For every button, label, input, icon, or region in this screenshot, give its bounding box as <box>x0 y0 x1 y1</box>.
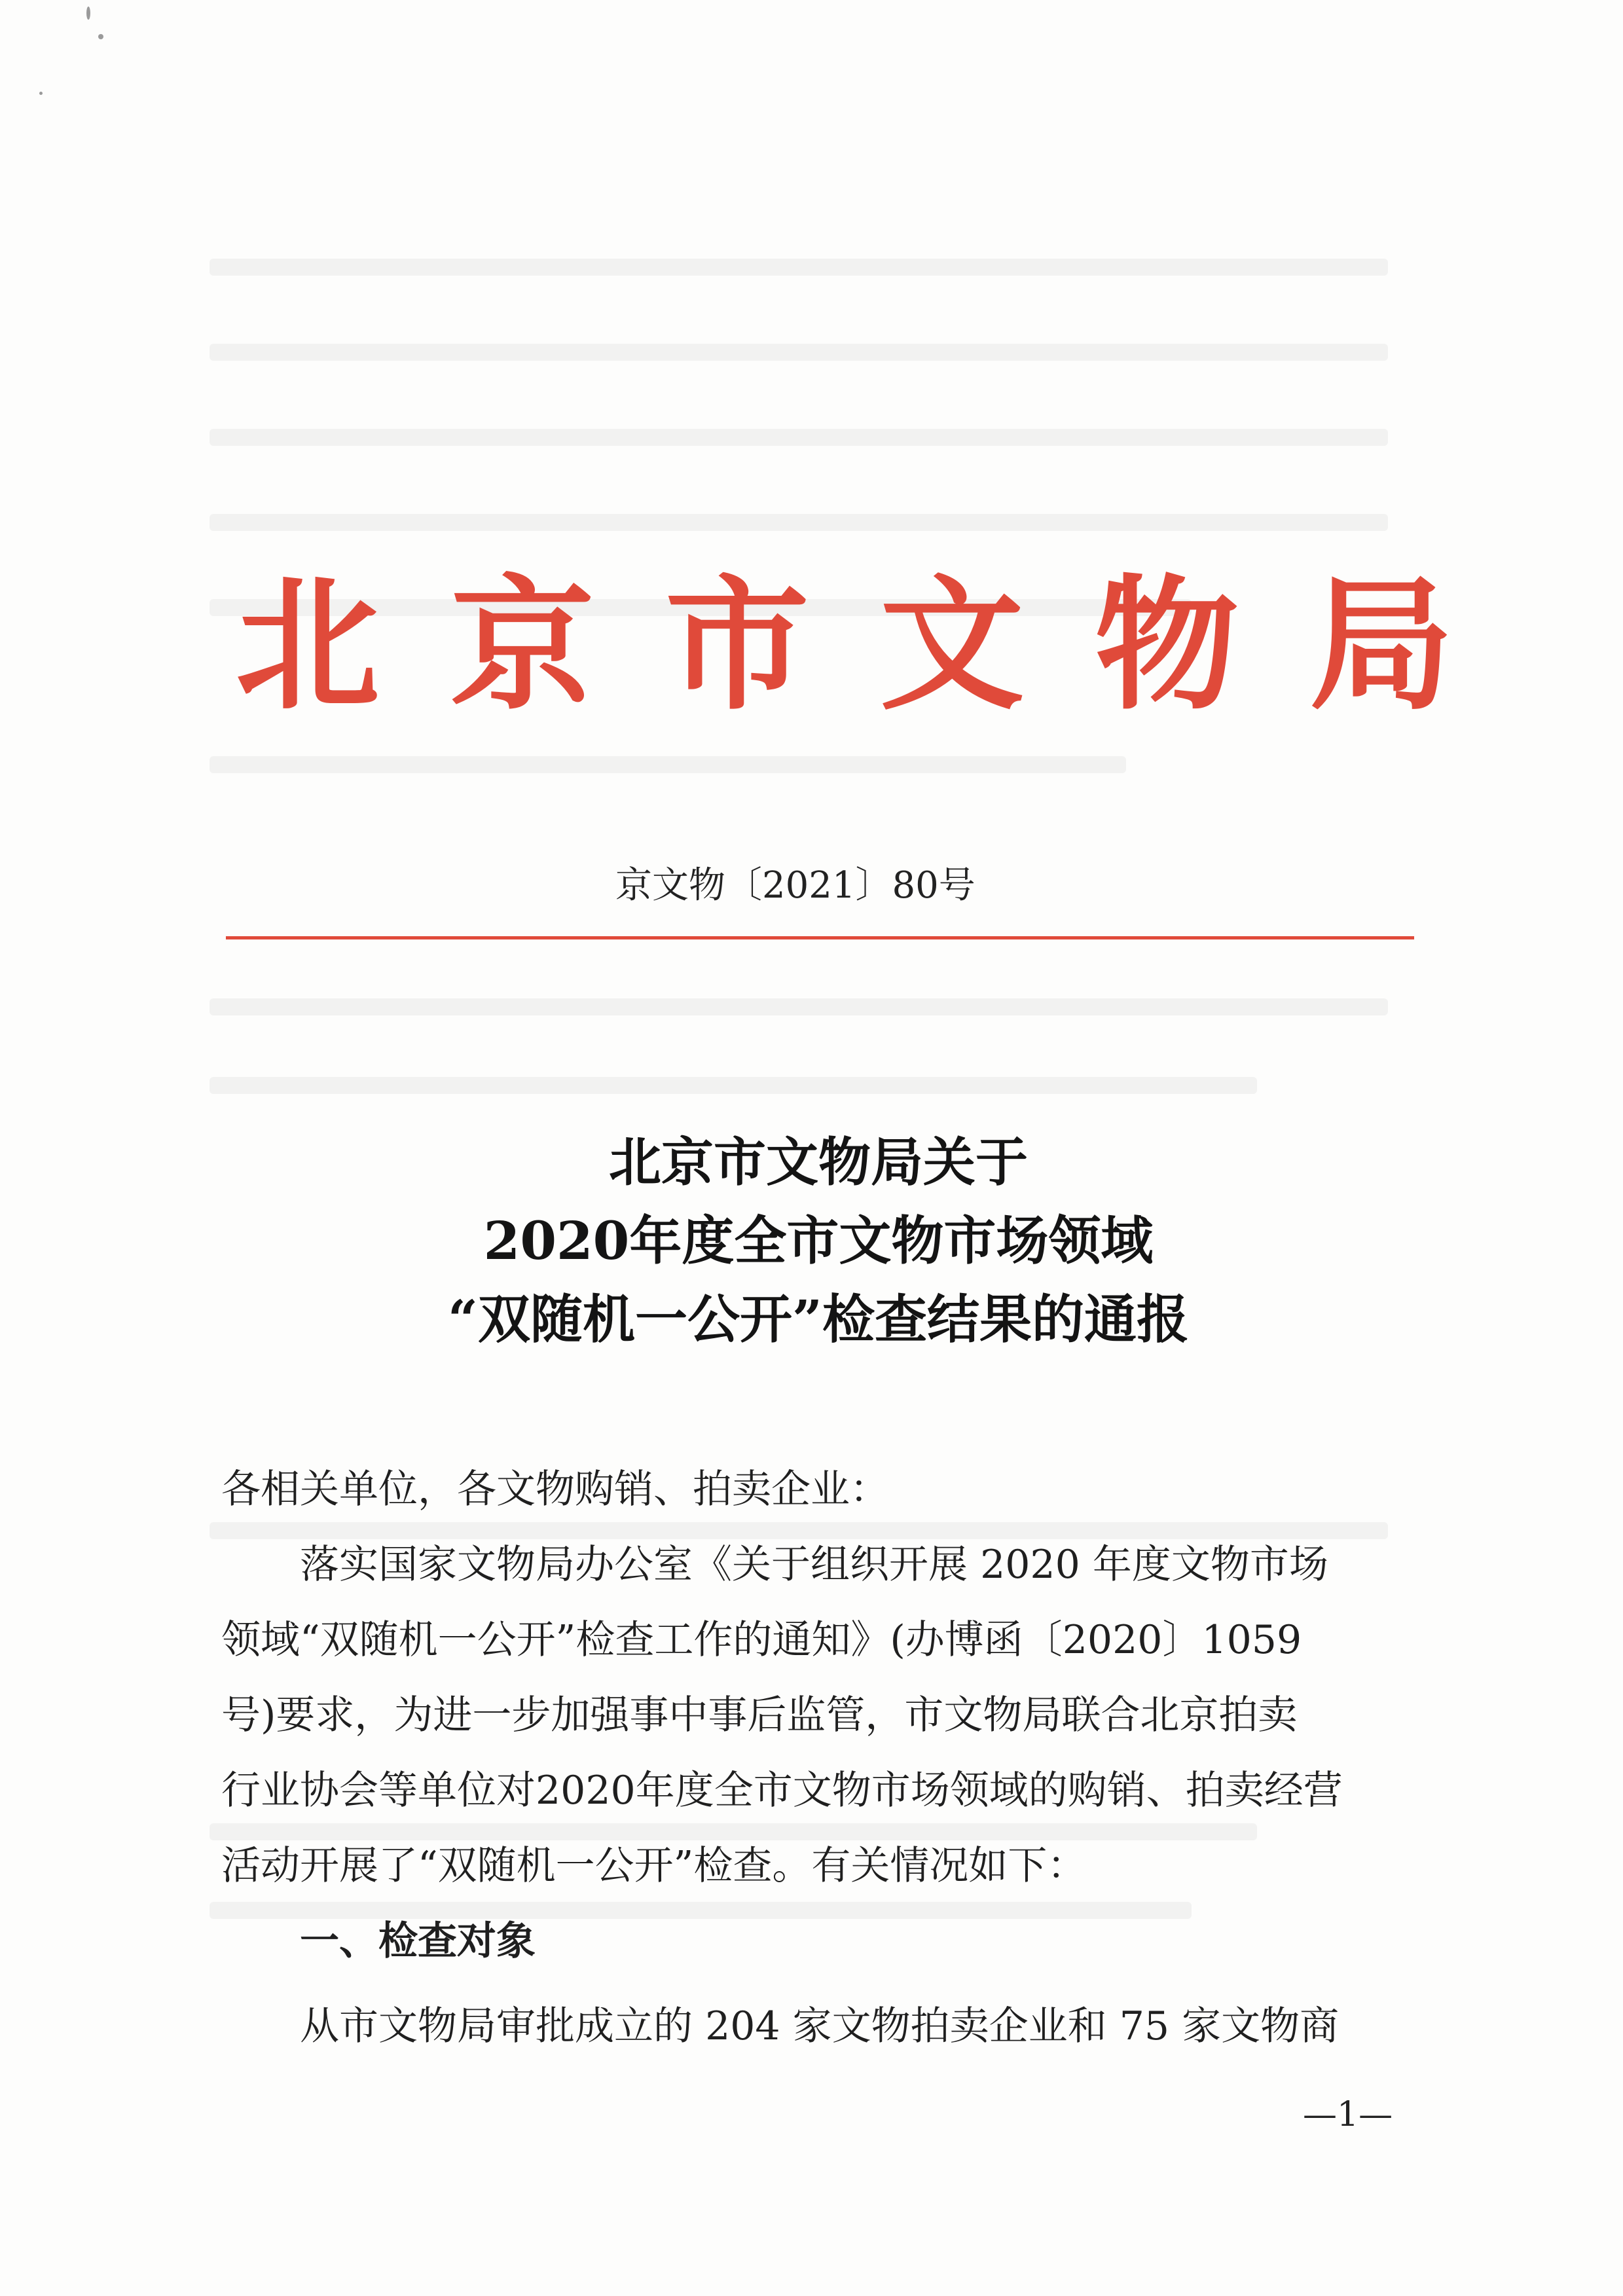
scan-speck <box>86 7 90 20</box>
scan-speck <box>39 92 43 95</box>
salutation: 各相关单位，各文物购销、拍卖企业： <box>221 1467 889 1512</box>
bleed-through-line <box>210 756 1126 773</box>
bleed-through-line <box>210 514 1388 531</box>
section-text: 从市文物局审批成立的 204 家文物拍卖企业和 75 家文物商 <box>300 2003 1340 2049</box>
bleed-through-line <box>210 998 1388 1015</box>
notice-title-line: 北京市文物局关于 <box>609 1131 1028 1193</box>
bleed-through-line <box>210 429 1388 446</box>
paragraph-line: 行业协会等单位对2020年度全市文物市场领域的购销、拍卖经营 <box>221 1768 1343 1813</box>
scan-speck <box>98 34 103 39</box>
letterhead-title: 北京市文物局 <box>236 560 1525 729</box>
bleed-through-line <box>210 1077 1257 1094</box>
bleed-through-line <box>210 344 1388 361</box>
section-heading: 一、检查对象 <box>300 1918 536 1964</box>
document-number: 京文物〔2021〕80号 <box>615 864 976 907</box>
notice-title <box>223 1123 1414 1358</box>
notice-title-line: “双随机一公开”检查结果的通报 <box>447 1288 1190 1350</box>
page-number: —1— <box>1303 2095 1393 2134</box>
notice-title-line: 2020年度全市文物市场领域 <box>483 1210 1154 1271</box>
paragraph-line: 落实国家文物局办公室《关于组织开展 2020 年度文物市场 <box>300 1542 1328 1588</box>
bleed-through-line <box>210 259 1388 276</box>
body-paragraph <box>221 1535 1419 1912</box>
paragraph-line: 领域“双随机一公开”检查工作的通知》(办博函〔2020〕1059 <box>221 1617 1302 1663</box>
paragraph-line: 号)要求，为进一步加强事中事后监管，市文物局联合北京拍卖 <box>221 1692 1298 1738</box>
letterhead-divider <box>226 936 1414 939</box>
paragraph-line: 活动开展了“双随机一公开”检查。有关情况如下： <box>221 1843 1087 1889</box>
